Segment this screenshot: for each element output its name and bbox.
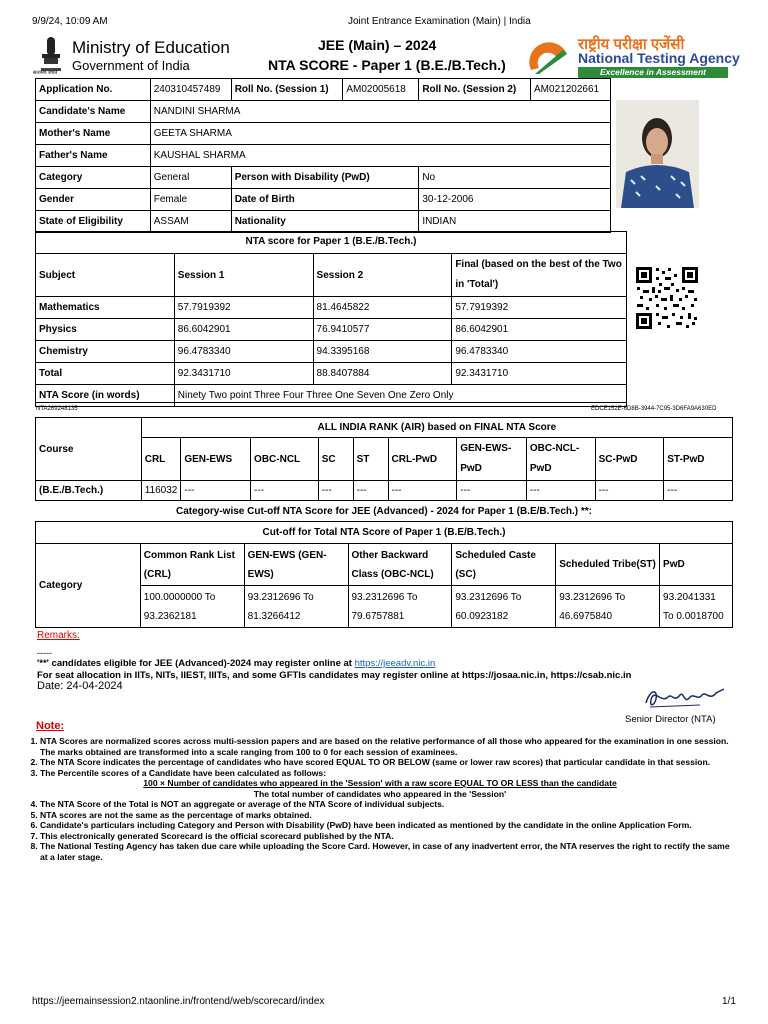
print-page-title: Joint Entrance Examination (Main) | India — [348, 16, 531, 27]
cutoff-value-cell: 93.2312696 To 79.6757881 — [348, 586, 452, 628]
application-no-label: Application No. — [36, 79, 151, 101]
note-item: 6. Candidate's particulars including Category and Person with Disability (PwD) have been indicated as mentioned by the candidate in the online Application Form. — [40, 820, 732, 831]
cutoff-category-header: Category — [36, 544, 141, 628]
table-row — [36, 363, 627, 385]
nta-tagline: Excellence in Assessment — [578, 67, 728, 78]
nta-english-name: National Testing Agency — [578, 50, 740, 66]
air-value-cell: --- — [181, 481, 251, 501]
session2-cell: 76.9410577 — [313, 319, 452, 341]
print-url: https://jeemainsession2.ntaonline.in/frontend/web/scorecard/index — [32, 996, 325, 1007]
candidate-details-table — [35, 78, 611, 233]
final-cell: 92.3431710 — [452, 363, 627, 385]
cutoff-title: Cut-off for Total NTA Score of Paper 1 (B.E/B.Tech.) — [36, 522, 733, 544]
dob-label: Date of Birth — [231, 189, 419, 211]
cutoff-header-gen-ews: GEN-EWS (GEN-EWS) — [244, 544, 348, 586]
state-label: State of Eligibility — [36, 211, 151, 233]
score-words-label: NTA Score (in words) — [36, 385, 175, 407]
application-no-value: 240310457489 — [150, 79, 231, 101]
air-header-sc: SC — [318, 438, 353, 481]
air-header-obc-ncl-pwd: OBC-NCL-PwD — [526, 438, 595, 481]
category-value: General — [150, 167, 231, 189]
score-words-value: Ninety Two point Three Four Three One Seven One Zero Only — [174, 385, 626, 407]
note-item: 1. NTA Scores are normalized scores across multi-session papers and are based on the relative performance of all those who appeared for the examination in one session. The marks obtained are transformed into a scale ranging from 100 to 0 for each session of examinees. — [40, 736, 732, 757]
note-item: 8. The National Testing Agency has taken due care while uploading the Score Card. However, in case of any inadvertent error, the NTA reserves the right to rectify the same at a later stage. — [40, 841, 732, 862]
air-value-cell: --- — [664, 481, 733, 501]
subject-cell: Mathematics — [36, 297, 175, 319]
cutoff-header-obc-ncl: Other Backward Class (OBC-NCL) — [348, 544, 452, 586]
note-label: Note: — [36, 720, 65, 732]
formula-denominator: The total number of candidates who appeared in the 'Session' — [253, 788, 507, 799]
session1-cell: 96.4783340 — [174, 341, 313, 363]
table-row — [36, 319, 627, 341]
table-row — [36, 586, 733, 628]
gender-value: Female — [150, 189, 231, 211]
ministry-name: Ministry of Education — [72, 38, 230, 57]
remarks-dashes: ----- — [37, 648, 52, 658]
air-header-crl-pwd: CRL-PwD — [388, 438, 457, 481]
note-item: 2. The NTA Score indicates the percentage of candidates who have scored EQUAL TO OR BELOW (same or lower raw scores) that particular candidate in that session. — [40, 757, 732, 768]
cutoff-header-st: Scheduled Tribe(ST) — [556, 544, 660, 586]
subject-cell: Physics — [36, 319, 175, 341]
air-value-cell: --- — [526, 481, 595, 501]
note-list — [18, 736, 732, 862]
air-value-cell: --- — [318, 481, 353, 501]
session1-cell: 86.6042901 — [174, 319, 313, 341]
note-section — [18, 736, 732, 862]
pwd-label: Person with Disability (PwD) — [231, 167, 419, 189]
cutoff-value-cell: 93.2041331 To 0.0018700 — [660, 586, 733, 628]
roll2-value: AM021202661 — [531, 79, 611, 101]
percentile-formula — [100, 778, 660, 799]
print-page-count: 1/1 — [722, 996, 736, 1007]
air-table — [35, 417, 733, 501]
cutoff-value-cell: 93.2312696 To 81.3266412 — [244, 586, 348, 628]
cutoff-caption: Category-wise Cut-off NTA Score for JEE (Advanced) - 2024 for Paper 1 (B.E/B.Tech.) **: — [175, 506, 592, 517]
roll2-label: Roll No. (Session 2) — [419, 79, 531, 101]
subject-header: Subject — [36, 254, 175, 297]
candidate-photo — [616, 100, 699, 208]
print-datetime: 9/9/24, 10:09 AM — [32, 16, 108, 27]
category-label: Category — [36, 167, 151, 189]
air-course-cell: (B.E./B.Tech.) — [36, 481, 142, 501]
remarks-line2: For seat allocation in IITs, NITs, IIEST, IIITs, and some GFTIs candidates may register online at https://josaa.nic.in, https://csab.nic.in — [37, 670, 632, 681]
signature-title: Senior Director (NTA) — [625, 714, 716, 725]
jeeadv-link[interactable]: https://jeeadv.nic.in — [354, 658, 436, 669]
government-name: Government of India — [72, 58, 190, 73]
candidate-name-label: Candidate's Name — [36, 101, 151, 123]
remarks-label: Remarks: — [37, 630, 80, 641]
course-header: Course — [36, 418, 142, 481]
mother-name-label: Mother's Name — [36, 123, 151, 145]
formula-numerator: 100 × Number of candidates who appeared in the 'Session' with a raw score EQUAL TO OR LESS than the candidate — [143, 778, 617, 788]
nta-logo-icon — [527, 40, 571, 76]
table-row — [36, 481, 733, 501]
gender-label: Gender — [36, 189, 151, 211]
pwd-value: No — [419, 167, 611, 189]
air-header-sc-pwd: SC-PwD — [595, 438, 664, 481]
note-item: 4. The NTA Score of the Total is NOT an aggregate or average of the NTA Score of individual subjects. — [40, 799, 732, 810]
note-item — [40, 768, 732, 800]
score-code-right: EDCE152E-6D8B-3944-7C95-3D6FA9A630ED — [591, 406, 717, 412]
air-header-gen-ews: GEN-EWS — [181, 438, 251, 481]
session1-cell: 92.3431710 — [174, 363, 313, 385]
qr-code-icon — [634, 265, 700, 331]
emblem-caption: सत्यमेव जयते — [33, 70, 58, 76]
final-header: Final (based on the best of the Two in 'Total') — [452, 254, 627, 297]
cutoff-value-cell: 100.0000000 To 93.2362181 — [140, 586, 244, 628]
air-header-crl: CRL — [141, 438, 181, 481]
air-value-cell: --- — [388, 481, 457, 501]
remarks-line1-text: '**' candidates eligible for JEE (Advanced)-2024 may register online at — [37, 658, 352, 669]
cutoff-header-crl: Common Rank List (CRL) — [140, 544, 244, 586]
signature-icon — [640, 683, 732, 713]
cutoff-table — [35, 521, 733, 628]
session2-cell: 81.4645822 — [313, 297, 452, 319]
air-value-cell: --- — [251, 481, 319, 501]
air-header-st: ST — [353, 438, 388, 481]
candidate-name-value: NANDINI SHARMA — [150, 101, 610, 123]
roll1-value: AM02005618 — [343, 79, 419, 101]
note-item-text: The Percentile scores of a Candidate have been calculated as follows: — [40, 767, 327, 778]
table-row — [36, 341, 627, 363]
remarks-date: Date: 24-04-2024 — [37, 680, 123, 692]
table-row — [36, 297, 627, 319]
air-header-gen-ews-pwd: GEN-EWS-PwD — [457, 438, 527, 481]
remarks-line1 — [37, 658, 435, 669]
cutoff-header-pwd: PwD — [660, 544, 733, 586]
session1-header: Session 1 — [174, 254, 313, 297]
note-item: 5. NTA scores are not the same as the percentage of marks obtained. — [40, 810, 732, 821]
nta-score-table — [35, 253, 627, 407]
subject-cell: Total — [36, 363, 175, 385]
exam-title: JEE (Main) – 2024 — [318, 37, 437, 53]
final-cell: 96.4783340 — [452, 341, 627, 363]
final-cell: 86.6042901 — [452, 319, 627, 341]
cutoff-header-sc: Scheduled Caste (SC) — [452, 544, 556, 586]
subject-cell: Chemistry — [36, 341, 175, 363]
final-cell: 57.7919392 — [452, 297, 627, 319]
air-header-st-pwd: ST-PwD — [664, 438, 733, 481]
score-title: NTA SCORE - Paper 1 (B.E./B.Tech.) — [268, 57, 506, 73]
air-value-cell: 116032 — [141, 481, 181, 501]
nta-hindi-name: राष्ट्रीय परीक्षा एजेंसी — [578, 36, 685, 53]
nationality-label: Nationality — [231, 211, 419, 233]
note-item: 7. This electronically generated Scorecard is the official scorecard published by the NTA. — [40, 831, 732, 842]
state-value: ASSAM — [150, 211, 231, 233]
cutoff-value-cell: 93.2312696 To 60.0923182 — [452, 586, 556, 628]
roll1-label: Roll No. (Session 1) — [231, 79, 343, 101]
dob-value: 30-12-2006 — [419, 189, 611, 211]
nta-score-title: NTA score for Paper 1 (B.E./B.Tech.) — [245, 236, 417, 247]
session1-cell: 57.7919392 — [174, 297, 313, 319]
air-value-cell: --- — [457, 481, 527, 501]
session2-header: Session 2 — [313, 254, 452, 297]
session2-cell: 94.3395168 — [313, 341, 452, 363]
air-value-cell: --- — [353, 481, 388, 501]
cutoff-value-cell: 93.2312696 To 46.6975840 — [556, 586, 660, 628]
air-header-obc-ncl: OBC-NCL — [251, 438, 319, 481]
nationality-value: INDIAN — [419, 211, 611, 233]
father-name-label: Father's Name — [36, 145, 151, 167]
session2-cell: 88.8407884 — [313, 363, 452, 385]
mother-name-value: GEETA SHARMA — [150, 123, 610, 145]
score-code-left: NTA269248135 — [36, 406, 78, 412]
father-name-value: KAUSHAL SHARMA — [150, 145, 610, 167]
air-value-cell: --- — [595, 481, 664, 501]
air-title: ALL INDIA RANK (AIR) based on FINAL NTA Score — [141, 418, 732, 438]
